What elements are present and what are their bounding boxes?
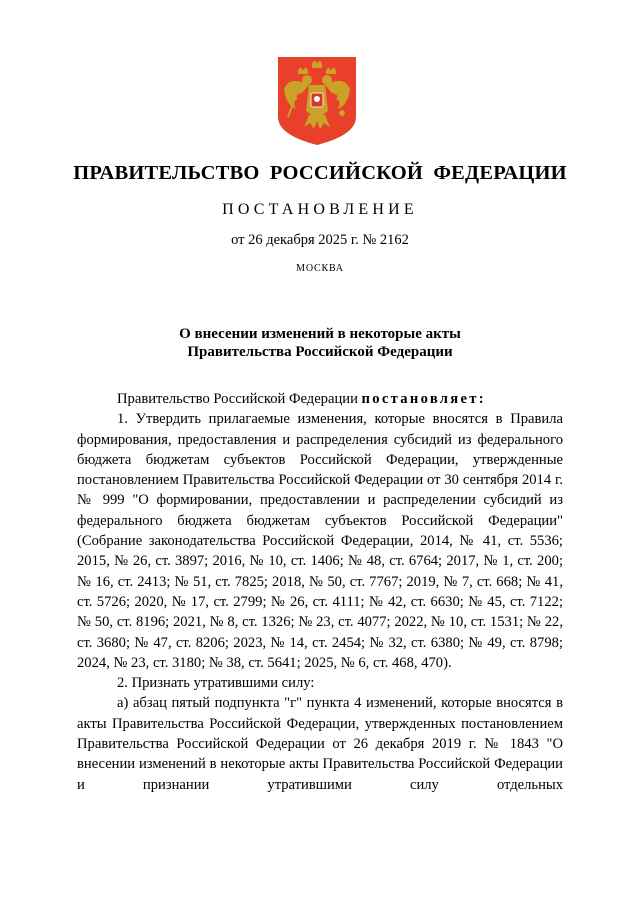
document-city: МОСКВА: [296, 263, 344, 274]
subject-line-2: Правительства Российской Федерации: [187, 344, 453, 360]
coat-of-arms-icon: [276, 55, 358, 147]
intro-decree-word: постановляет:: [361, 391, 486, 407]
subject-line-1: О внесении изменений в некоторые акты: [179, 326, 461, 342]
document-date-number: от 26 декабря 2025 г. № 2162: [231, 232, 409, 248]
paragraph-1: 1. Утвердить прилагаемые изменения, которые вносятся в Правила формирования, предоставления и распределения субсидий из федерального бюджета бюджетам субъектов Российской Федерации, утвержденные постановлением Правительства Российской Федерации от 30 сентября 2014 г. № 999 "О формировании, предоставлении и распределении субсидий из федерального бюджета бюджетам субъектов Российской Федерации" (Собрание законодательства Российской Федерации, 2014, № 41, ст. 5536; 2015, № 26, ст. 3897; 2016, № 10, ст. 1406; № 48, ст. 6764; 2017, № 1, ст. 200; № 16, ст. 2413; № 51, ст. 7825; 2018, № 50, ст. 7767; 2019, № 7, ст. 668; № 41, ст. 5726; 2020, № 17, ст. 2799; № 26, ст. 4111; № 42, ст. 6630; № 45, ст. 7122; № 50, ст. 8196; 2021, № 8, ст. 1326; № 23, ст. 4077; 2022, № 10, ст. 1531; № 22, ст. 3680; № 47, ст. 8206; 2023, № 14, ст. 2454; № 32, ст. 6380; № 49, ст. 8798; 2024, № 23, ст. 3180; № 38, ст. 5641; 2025, № 6, ст. 468, 470).: [77, 411, 563, 671]
document-body: [77, 389, 563, 795]
document-type: ПОСТАНОВЛЕНИЕ: [222, 201, 418, 218]
paragraph-2: 2. Признать утратившими силу:: [117, 675, 315, 692]
intro-lead: Правительство Российской Федерации: [117, 391, 362, 407]
coat-of-arms-svg: [276, 55, 358, 147]
paragraph-2a: а) абзац пятый подпункта "г" пункта 4 изменений, которые вносятся в акты Правительства Российской Федерации, утвержденных постановлением Правительства Российской Федерации от 26 декабря 2019 г. № 1843 "О внесении изменений в некоторые акты Правительства Российской Федерации и признании утратившими силу отдельных: [77, 695, 563, 793]
intro-paragraph: [77, 389, 563, 409]
document-subject: [0, 325, 640, 361]
government-title: ПРАВИТЕЛЬСТВО РОССИЙСКОЙ ФЕДЕРАЦИИ: [73, 162, 567, 184]
